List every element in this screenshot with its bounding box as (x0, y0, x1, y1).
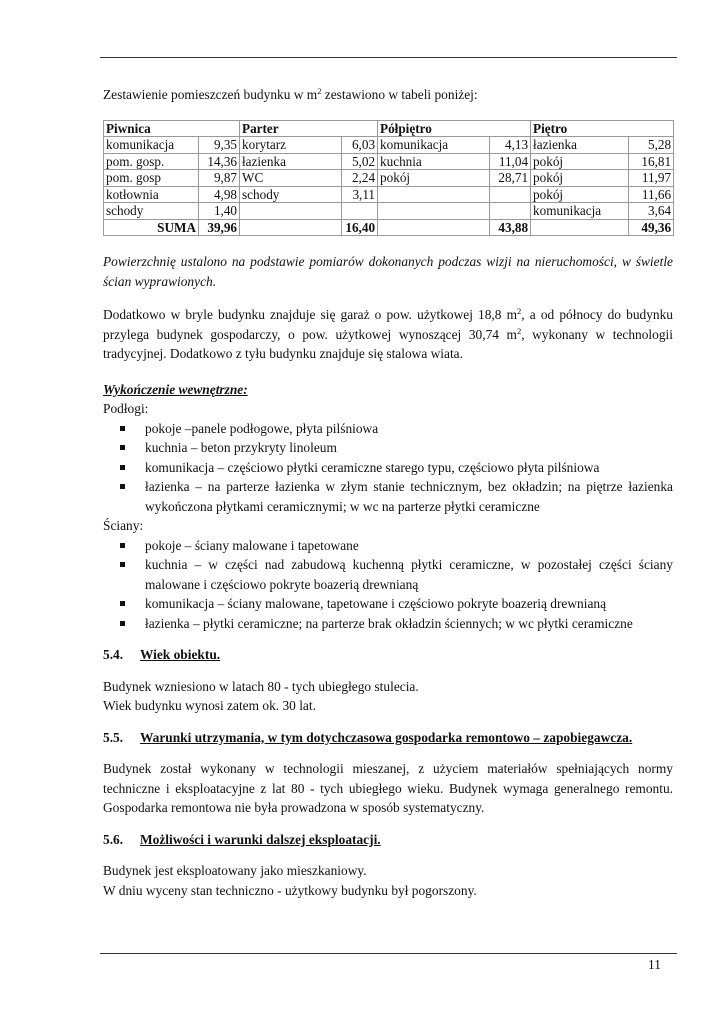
section-number: 5.4. (103, 647, 124, 662)
square-bullet-icon (120, 621, 125, 626)
sum-label-cell (531, 219, 629, 236)
area-cell: 11,97 (629, 170, 674, 187)
room-cell: pokój (378, 170, 490, 187)
walls-list (103, 536, 673, 634)
room-cell: pokój (531, 170, 629, 187)
measurement-note: Powierzchnię ustalono na podstawie pomiarów dokonanych podczas wizji na nieruchomości, w świetle ścian wyprawionych. (103, 254, 673, 289)
room-cell: komunikacja (104, 137, 199, 154)
area-cell: 9,87 (199, 170, 240, 187)
area-cell: 3,11 (342, 186, 378, 203)
sum-value-cell: 49,36 (629, 219, 674, 236)
room-cell (378, 186, 490, 203)
room-cell: WC (240, 170, 342, 187)
table-row (104, 137, 674, 154)
section-title: Warunki utrzymania, w tym dotychczasowa gospodarka remontowo – zapobiegawcza. (140, 729, 633, 745)
list-item-text: pokoje –panele podłogowe, płyta pilśniowa (145, 420, 379, 436)
table-row (104, 186, 674, 203)
room-cell: komunikacja (378, 137, 490, 154)
list-item (103, 536, 673, 556)
page-number: 11 (648, 957, 661, 972)
list-item (103, 477, 673, 516)
area-cell: 28,71 (490, 170, 531, 187)
intro-text: Zestawienie pomieszczeń budynku w m (103, 87, 318, 102)
table-row (104, 153, 674, 170)
area-cell: 4,13 (490, 137, 531, 154)
area-cell (490, 186, 531, 203)
garage-text-c: , wykonany w technologii tradycyjnej. Dodatkowo z tyłu budynku znajduje się stalowa wiata. (103, 326, 673, 361)
room-cell: pokój (531, 186, 629, 203)
area-cell: 14,36 (199, 153, 240, 170)
area-cell (342, 203, 378, 220)
table-header-row (104, 120, 674, 137)
list-item (103, 438, 673, 458)
table-header-cell: Półpiętro (378, 120, 531, 137)
garage-text-b: , a od północy do budynku przylega budynek gospodarczy, o pow. użytkowej wynoszącej 30,74 m (103, 307, 674, 342)
room-cell: komunikacja (531, 203, 629, 220)
area-cell: 2,24 (342, 170, 378, 187)
room-cell: pom. gosp (104, 170, 199, 187)
list-item-text: łazienka – płytki ceramiczne; na parterze brak okładzin ściennych; w wc płytki ceramiczne (145, 615, 633, 631)
area-cell: 11,04 (490, 153, 531, 170)
intro-paragraph (103, 85, 673, 105)
section-5-4-heading (103, 645, 673, 665)
garage-sup-1: 2 (517, 306, 522, 316)
rooms-table (103, 120, 674, 237)
maintenance-paragraph: Budynek został wykonany w technologii mieszanej, z użyciem materiałów spełniających normy techniczne i eksploatacyjne z lat 80 - tych ubiegłego wieku. Budynek wymaga generalnego remontu. Gospodarka remontowa nie była prowadzona w sposób systematyczny. (103, 761, 673, 815)
garage-text-a: Dodatkowo w bryle budynku znajduje się garaż o pow. użytkowej 18,8 m (103, 307, 518, 322)
room-cell: pokój (531, 153, 629, 170)
table-sum-row (104, 219, 674, 236)
square-bullet-icon (120, 543, 125, 548)
list-item (103, 458, 673, 478)
sum-value-cell: 43,88 (490, 219, 531, 236)
intro-text-end: zestawiono w tabeli poniżej: (321, 87, 478, 102)
room-cell: schody (240, 186, 342, 203)
square-bullet-icon (120, 426, 125, 431)
list-item (103, 614, 673, 634)
sum-label-cell (378, 219, 490, 236)
finishing-heading: Wykończenie wewnętrzne: (103, 381, 248, 397)
list-item-text: kuchnia – beton przykryty linoleum (145, 440, 337, 455)
area-cell: 3,64 (629, 203, 674, 220)
section-title: Wiek obiektu. (140, 647, 221, 662)
table-header-cell: Piętro (531, 120, 674, 137)
square-bullet-icon (120, 465, 125, 470)
walls-label: Ściany: (103, 518, 144, 533)
sum-value-cell: 16,40 (342, 219, 378, 236)
list-item (103, 419, 673, 439)
room-cell (240, 203, 342, 220)
area-cell: 1,40 (199, 203, 240, 220)
area-cell: 4,98 (199, 186, 240, 203)
area-cell: 16,81 (629, 153, 674, 170)
room-cell: schody (104, 203, 199, 220)
area-cell: 11,66 (629, 186, 674, 203)
list-item (103, 594, 673, 614)
intro-superscript: 2 (317, 86, 322, 96)
area-cell: 6,03 (342, 137, 378, 154)
sum-label-cell (240, 219, 342, 236)
list-item-text: łazienka – na parterze łazienka w złym stanie technicznym, bez okładzin; na piętrze łazienka wykończona płytkami ceramicznymi; w wc na parterze płytki ceramiczne (145, 479, 673, 514)
floors-label: Podłogi: (103, 401, 149, 416)
header-rule (100, 57, 677, 58)
table-row (104, 203, 674, 220)
floors-list (103, 419, 673, 517)
garage-sup-2: 2 (516, 325, 522, 336)
sum-label-cell: SUMA (104, 219, 199, 236)
garage-paragraph (103, 305, 673, 364)
room-cell: pom. gosp. (104, 153, 199, 170)
table-header-cell: Parter (240, 120, 378, 137)
area-cell: 9,35 (199, 137, 240, 154)
sum-value-cell: 39,96 (199, 219, 240, 236)
square-bullet-icon (120, 445, 125, 450)
square-bullet-icon (120, 562, 125, 567)
age-line-1: Budynek wzniesiono w latach 80 - tych ubiegłego stulecia. (103, 678, 419, 694)
room-cell (378, 203, 490, 220)
list-item-text: pokoje – ściany malowane i tapetowane (145, 537, 359, 553)
list-item (103, 555, 673, 594)
table-row (104, 170, 674, 187)
room-cell: łazienka (240, 153, 342, 170)
section-5-6-heading (103, 830, 673, 850)
room-cell: korytarz (240, 137, 342, 154)
room-cell: kotłownia (104, 186, 199, 203)
list-item-text: kuchnia – w części nad zabudową kuchenną płytki ceramiczne, w pozostałej części ściany malowane i częściowo pokryte boazerią drewnianą (145, 557, 673, 592)
page-content (103, 85, 673, 900)
footer-rule (100, 953, 677, 954)
list-item-text: komunikacja – ściany malowane, tapetowane i częściowo pokryte boazerią drewnianą (145, 596, 607, 611)
area-cell: 5,02 (342, 153, 378, 170)
room-cell: kuchnia (378, 153, 490, 170)
square-bullet-icon (120, 484, 125, 489)
section-5-5-heading (103, 728, 673, 748)
square-bullet-icon (120, 601, 125, 606)
usage-line-2: W dniu wyceny stan techniczno - użytkowy budynku był pogorszony. (103, 882, 477, 898)
section-number: 5.6. (103, 831, 124, 847)
age-line-2: Wiek budynku wynosi zatem ok. 30 lat. (103, 698, 316, 713)
section-number: 5.5. (103, 729, 124, 745)
area-cell: 5,28 (629, 137, 674, 154)
room-cell: łazienka (531, 137, 629, 154)
section-title: Możliwości i warunki dalszej eksploatacji. (140, 831, 381, 847)
usage-line-1: Budynek jest eksploatowany jako mieszkaniowy. (103, 863, 367, 878)
list-item-text: komunikacja – częściowo płytki ceramiczne starego typu, częściowo płyta pilśniowa (145, 459, 600, 475)
area-cell (490, 203, 531, 220)
table-header-cell: Piwnica (104, 120, 240, 137)
